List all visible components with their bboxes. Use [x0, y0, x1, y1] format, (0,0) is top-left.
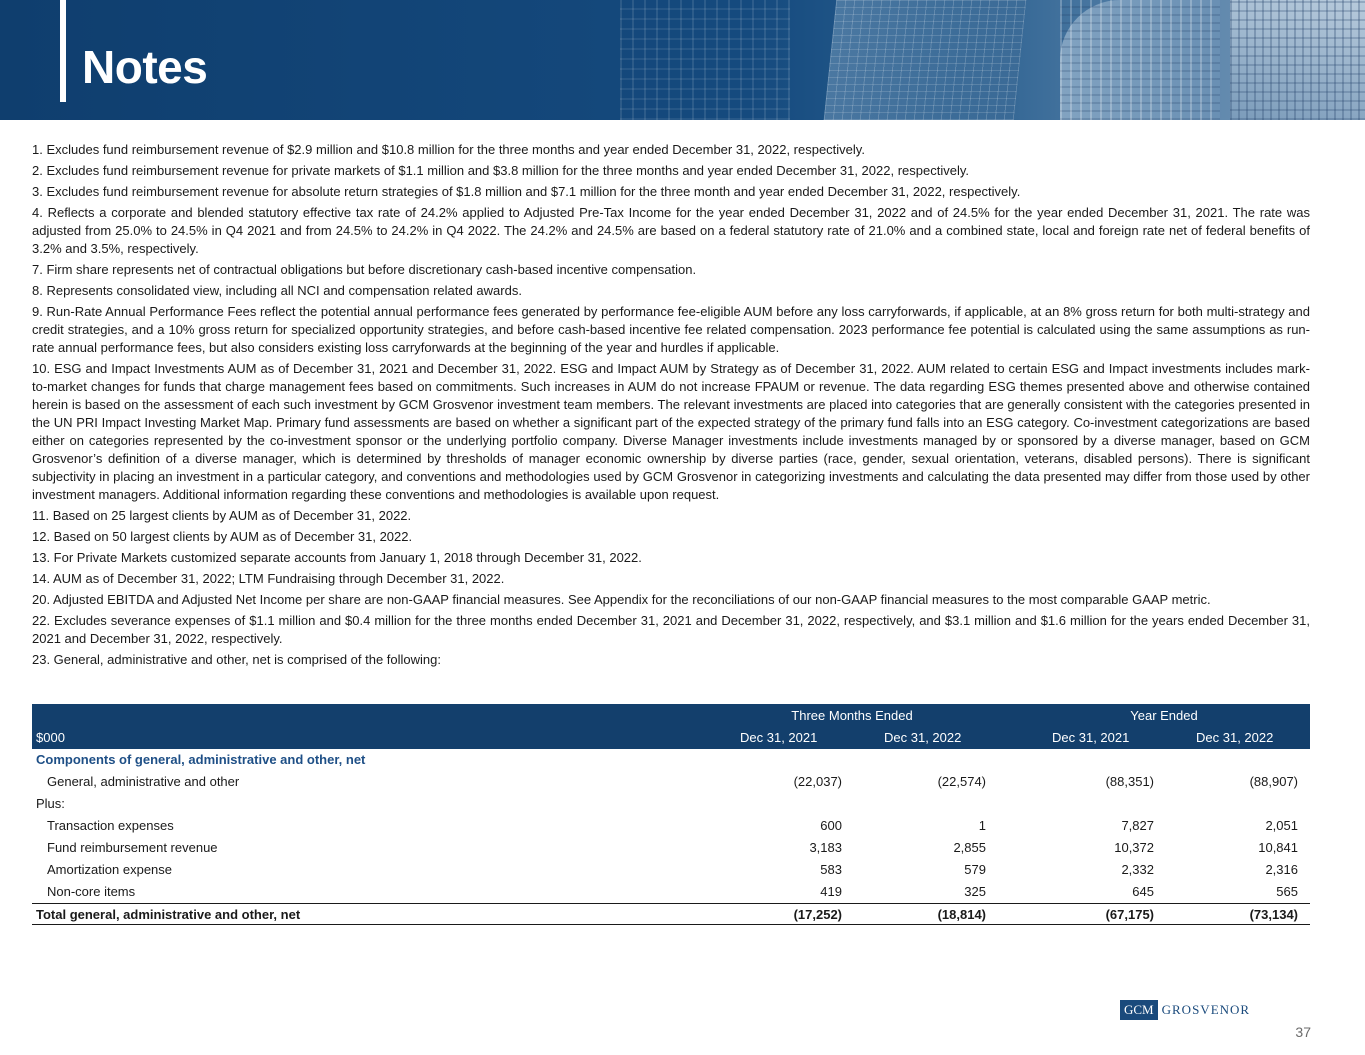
note: 20. Adjusted EBITDA and Adjusted Net Income per share are non-GAAP financial measures. See Appendix for the reconciliations of our non-GAAP financial measures to the most comparable GAAP metric. [32, 592, 1211, 607]
cell-value: 10,372 [1114, 840, 1154, 855]
table-row [32, 771, 1310, 793]
row-label: Amortization expense [47, 862, 173, 877]
note: 9. Run-Rate Annual Performance Fees reflect the potential annual performance fees generated by performance fee-eligible AUM before any loss carryforwards, if applicable, at an 8% gross return for both multi-strategy and credit strategies, and a 10% gross return for specialized opportunity strategies, and before cash-based incentive fee related compensation. 2023 performance fee potential is calculated using the same assumptions as run-rate annual performance fees, but also considers existing loss carryforwards at the beginning of the year and hurdles if applicable. [32, 304, 1310, 355]
header-banner [0, 0, 1365, 120]
cell-value: 2,332 [1121, 862, 1154, 877]
table-row [32, 859, 1310, 881]
table-row [32, 881, 1310, 903]
row-label: Transaction expenses [47, 818, 174, 833]
note: 14. AUM as of December 31, 2022; LTM Fundraising through December 31, 2022. [32, 571, 505, 586]
column-header: Dec 31, 2021 [740, 730, 818, 745]
note: 22. Excludes severance expenses of $1.1 million and $0.4 million for the three months ended December 31, 2021 and December 31, 2022, respectively, and $3.1 million and $1.6 million for the years ended December 31, 2021 and December 31, 2022, respectively. [32, 613, 1310, 646]
building-image [620, 0, 790, 120]
cell-value: 2,316 [1265, 862, 1298, 877]
notes-list [32, 141, 1310, 672]
note: 13. For Private Markets customized separate accounts from January 1, 2018 through December 31, 2022. [32, 550, 642, 565]
note: 8. Represents consolidated view, including all NCI and compensation related awards. [32, 283, 522, 298]
cell-value: (88,351) [1105, 774, 1154, 789]
total-value: (18,814) [937, 907, 986, 922]
note: 2. Excludes fund reimbursement revenue for private markets of $1.1 million and $3.8 million for the three months and year ended December 31, 2022, respectively. [32, 163, 969, 178]
section-title: Components of general, administrative and other, net [36, 752, 366, 767]
note: 12. Based on 50 largest clients by AUM as of December 31, 2022. [32, 529, 413, 544]
cell-value: 579 [964, 862, 986, 877]
table-row [32, 837, 1310, 859]
building-image [824, 0, 1027, 120]
cell-value: (22,574) [937, 774, 986, 789]
cell-value: (22,037) [793, 774, 842, 789]
page-number: 37 [1295, 1024, 1311, 1040]
unit-label: $000 [36, 730, 65, 745]
note: 4. Reflects a corporate and blended statutory effective tax rate of 24.2% applied to Adjusted Pre-Tax Income for the year ended December 31, 2022 and of 24.5% for the year ended December 31, 2021. The rate was adjusted from 25.0% to 24.5% in Q4 2021 and from 24.5% to 24.2% in Q4 2022. The 24.2% and 24.5% are based on a federal statutory rate of 21.0% and a combined state, local and foreign rate net of federal benefits of 3.2% and 3.5%, respectively. [32, 205, 1310, 256]
row-label: Non-core items [47, 884, 136, 899]
row-label: Fund reimbursement revenue [47, 840, 218, 855]
cell-value: 325 [964, 884, 986, 899]
cell-value: 600 [820, 818, 842, 833]
group-header-year: Year Ended [1130, 708, 1198, 723]
note: 11. Based on 25 largest clients by AUM as of December 31, 2022. [32, 508, 412, 523]
total-value: (73,134) [1249, 907, 1298, 922]
title-accent-bar [60, 0, 66, 102]
note: 23. General, administrative and other, net is comprised of the following: [32, 652, 441, 667]
section-row [32, 749, 1310, 771]
cell-value: (88,907) [1249, 774, 1298, 789]
cell-value: 1 [978, 818, 986, 833]
cell-value: 565 [1276, 884, 1298, 899]
note: 10. ESG and Impact Investments AUM as of December 31, 2021 and December 31, 2022. ESG and Impact AUM by Strategy as of December 31, 2022. AUM related to certain ESG and Impact investments includes mark-to-market changes for funds that charge management fees based on commitments. Such increases in AUM do not increase FPAUM or revenue. The data regarding ESG themes presented above and otherwise contained herein is based on the assessment of each such investment by GCM Grosvenor investment team members. The relevant investments are placed into categories that are generally consistent with the categories presented in the UN PRI Impact Investing Market Map. Primary fund assessments are based on whether a significant part of the expected strategy of the primary fund falls into an ESG category. Co-investment categorizations are based either on categories represented by the co-investment sponsor or the underlying portfolio company. Diverse Manager investments include investments managed by or sponsored by a diverse manager, based on GCM Grosvenor’s definition of a diverse manager, which is determined by thresholds of manager economic ownership by diverse parties (race, gender, sexual orientation, veterans, disabled persons). There is significant subjectivity in placing an investment in a particular category, and conventions and methodologies used by GCM Grosvenor in categorizing investments and calculating the data presented may differ from those used by other investment managers. Additional information regarding these conventions and methodologies is available upon request. [32, 361, 1310, 502]
column-header: Dec 31, 2022 [884, 730, 962, 745]
logo-box: GCM [1120, 1000, 1158, 1020]
cell-value: 2,051 [1265, 818, 1298, 833]
cell-value: 10,841 [1258, 840, 1298, 855]
total-value: (67,175) [1105, 907, 1154, 922]
cell-value: 645 [1132, 884, 1154, 899]
gcm-grosvenor-logo [1120, 1000, 1250, 1032]
table-row [32, 793, 1310, 815]
total-label: Total general, administrative and other, net [36, 907, 301, 922]
cell-value: 419 [820, 884, 842, 899]
table-header [32, 704, 1310, 749]
ga-components-table [32, 704, 1310, 925]
note: 1. Excludes fund reimbursement revenue of $2.9 million and $10.8 million for the three months and year ended December 31, 2022, respectively. [32, 142, 865, 157]
page-title: Notes [82, 41, 208, 93]
column-header: Dec 31, 2022 [1196, 730, 1274, 745]
row-label: General, administrative and other [47, 774, 240, 789]
cell-value: 2,855 [953, 840, 986, 855]
total-value: (17,252) [793, 907, 842, 922]
building-image [1060, 0, 1220, 120]
cell-value: 7,827 [1121, 818, 1154, 833]
row-label: Plus: [36, 796, 65, 811]
table-row [32, 815, 1310, 837]
building-image [1230, 0, 1365, 120]
total-row [32, 903, 1310, 925]
cell-value: 583 [820, 862, 842, 877]
note: 3. Excludes fund reimbursement revenue for absolute return strategies of $1.8 million and $7.1 million for the three month and year ended December 31, 2022, respectively. [32, 184, 1021, 199]
group-header-three-months: Three Months Ended [791, 708, 913, 723]
cell-value: 3,183 [809, 840, 842, 855]
column-header: Dec 31, 2021 [1052, 730, 1130, 745]
logo-wordmark: GROSVENOR [1161, 1002, 1251, 1017]
note: 7. Firm share represents net of contractual obligations but before discretionary cash-based incentive compensation. [32, 262, 697, 277]
